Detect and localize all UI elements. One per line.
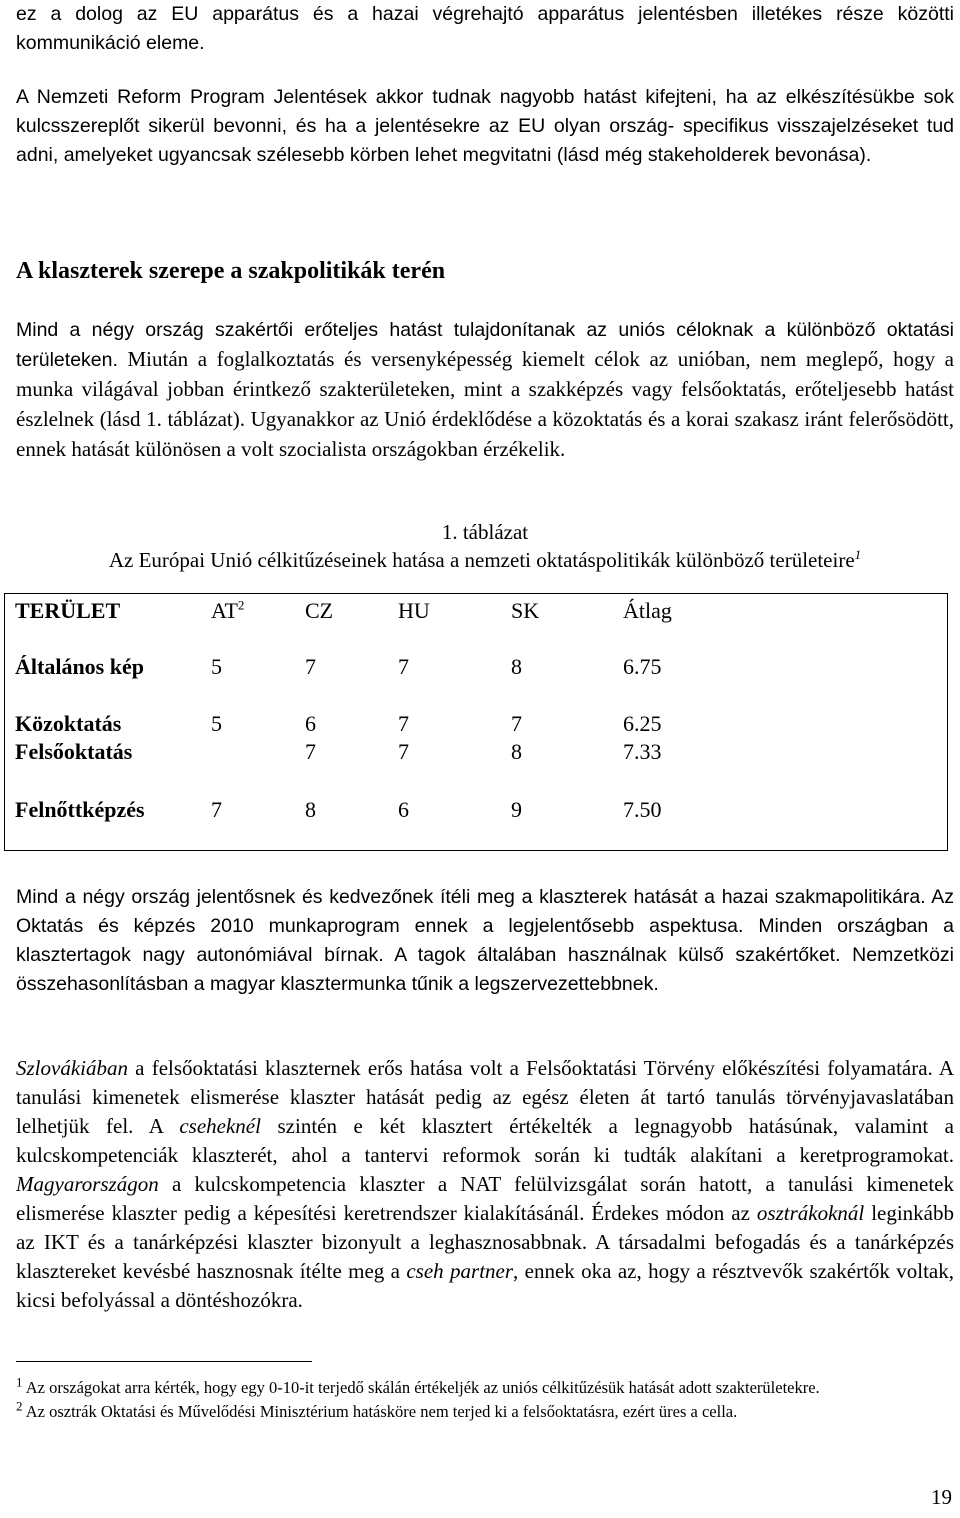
table-title-footnote-mark: 1: [854, 547, 862, 562]
header-terulet: TERÜLET: [15, 598, 121, 623]
country-hungary: Magyarországon: [16, 1172, 159, 1196]
cell-cz: 7: [305, 739, 316, 764]
header-at: [211, 598, 244, 624]
paragraph-eu-goals-part2: Miután a foglalkoztatás és versenyképesség kiemelt célok az unióban, nem meglepő, hogy a munka világával jobban érintkező szakterületeken, mint a szakképzés vagy felsőoktatás, erőteljesebb hatást észlelnek (lásd 1. táblázat). Ugyanakkor az Unió érdeklődése a közoktatás és a korai szakasz iránt felerősödött, ennek hatását különösen a volt szocialista országokban érzékelik.: [16, 347, 954, 461]
table-title-text: Az Európai Unió célkitűzéseinek hatása a nemzeti oktatáspolitikák különböző területeire: [108, 548, 855, 572]
footnote-item: [16, 1376, 946, 1400]
table-title: [16, 546, 954, 575]
cell-sk: 7: [511, 711, 522, 736]
header-sk: SK: [511, 598, 540, 623]
impact-table: [4, 593, 948, 851]
paragraph-eu-goals-part1: Mind a négy ország szakértői erőteljes hatást tulajdonítanak az uniós céloknak a különböző oktatási területeken.: [16, 319, 954, 371]
footnote-item: [16, 1400, 946, 1424]
footnote-mark: 1: [16, 1374, 23, 1390]
paragraph-country-details: [16, 1054, 954, 1315]
header-atlag: Átlag: [623, 598, 672, 623]
footnote-text: Az országokat arra kérték, hogy egy 0-10-it terjedő skálán értékeljék az uniós célkitűzésük hatását adott szakterületekre.: [22, 1378, 820, 1397]
row-label: Felnőttképzés: [15, 797, 145, 822]
section-heading: A klaszterek szerepe a szakpolitikák terén: [16, 258, 446, 284]
cell-at: 5: [211, 654, 222, 679]
paragraph-nrp-reports-part2: specifikus visszajelzéseket tud adni, amelyeket ugyancsak szélesebb körben lehet megvitatni (lásd még stakeholderek bevonása).: [16, 115, 955, 166]
country-austria: osztrákoknál: [756, 1201, 865, 1225]
country-details-text-1: a felsőoktatási klaszternek erős hatása volt a Felsőoktatási Törvény előkészítési folyamatára. A tanulási kimenetek elismerése klaszter hatását pedig az egész életen át tartó tanulás törvényjavaslatában lelhetjük fel. A: [16, 1056, 954, 1138]
cell-hu: 7: [398, 739, 409, 764]
header-at-label: AT: [211, 598, 238, 623]
paragraph-cluster-impact: Mind a négy ország jelentősnek és kedvezőnek ítéli meg a klaszterek hatását a hazai szakmapolitikára. Az Oktatás és képzés 2010 munkaprogram ennek a legjelentősebb aspektusa. Minden országban a klasztertagok nagy autonómiával bírnak. A tagok általában használnak külső szakértőket. Nemzetközi összehasonlításban a magyar klasztermunka tűnik a legszervezettebbnek.: [16, 886, 954, 995]
cell-sk: 9: [511, 797, 522, 822]
cell-hu: 6: [398, 797, 409, 822]
row-label: Általános kép: [15, 654, 144, 679]
footnote-divider: [16, 1361, 312, 1362]
cell-hu: 7: [398, 654, 409, 679]
cell-avg: 6.25: [623, 711, 662, 736]
footnote-text: Az osztrák Oktatási és Művelődési Minisztérium hatásköre nem terjed ki a felsőoktatásra, ezért üres a cella.: [22, 1402, 738, 1421]
paragraph-eu-goals: [16, 316, 954, 465]
cell-cz: 8: [305, 797, 316, 822]
cell-at: 7: [211, 797, 222, 822]
cell-cz: 7: [305, 654, 316, 679]
row-label: Felsőoktatás: [15, 739, 133, 764]
cell-hu: 7: [398, 711, 409, 736]
table-number: 1. táblázat: [441, 520, 529, 544]
intro-paragraph: ez a dolog az EU apparátus és a hazai végrehajtó apparátus jelentésben illetékes része közötti kommunikáció eleme.: [16, 3, 954, 54]
header-hu: HU: [398, 598, 430, 623]
header-at-footnote-mark: 2: [237, 597, 245, 613]
cell-avg: 7.50: [623, 797, 662, 822]
country-czech-partner: cseh partner: [406, 1259, 514, 1283]
country-details-text-2: szintén e két klasztert értékelték a legnagyobb hatásúnak, valamint a kulcskompetenciák klaszterét, ahol a tantervi reformok során ki tudták alakítani a keretprogramokat.: [16, 1114, 955, 1167]
footnotes: [16, 1376, 946, 1424]
header-cz: CZ: [305, 598, 334, 623]
page-number: 19: [931, 1485, 952, 1509]
cell-avg: 7.33: [623, 739, 662, 764]
country-slovakia: Szlovákiában: [16, 1056, 128, 1080]
cell-at: 5: [211, 711, 222, 736]
row-label: Közoktatás: [15, 711, 122, 736]
country-details-text-4: leginkább az IKT és a tanárképzési klaszter bizonyult a leghasznosabbnak. A társadalmi befogadás és a tanárképzés klasztereket kevésbé hasznosnak ítélte meg a: [16, 1201, 955, 1283]
cell-sk: 8: [511, 654, 522, 679]
country-details-text-3: a kulcskompetencia klaszter a NAT felülvizsgálat során hatott, a tanulási kimenetek elismerése klaszter pedig a képesítési keretrendszer kialakításánál. Érdekes módon az: [16, 1172, 954, 1225]
country-czech: cseheknél: [179, 1114, 261, 1138]
cell-avg: 6.75: [623, 654, 662, 679]
cell-cz: 6: [305, 711, 316, 736]
paragraph-nrp-reports: [16, 83, 954, 170]
footnote-mark: 2: [16, 1398, 23, 1414]
paragraph-nrp-reports-part1: A Nemzeti Reform Program Jelentések akkor tudnak nagyobb hatást kifejteni, ha az elkészítésükbe sok kulcsszereplőt sikerül bevonni, és ha a jelentésekre az EU olyan ország-: [16, 86, 954, 137]
cell-sk: 8: [511, 739, 522, 764]
country-details-text-5: , ennek oka az, hogy a résztvevők szakértők voltak, kicsi befolyással a döntéshozókra.: [16, 1259, 955, 1312]
